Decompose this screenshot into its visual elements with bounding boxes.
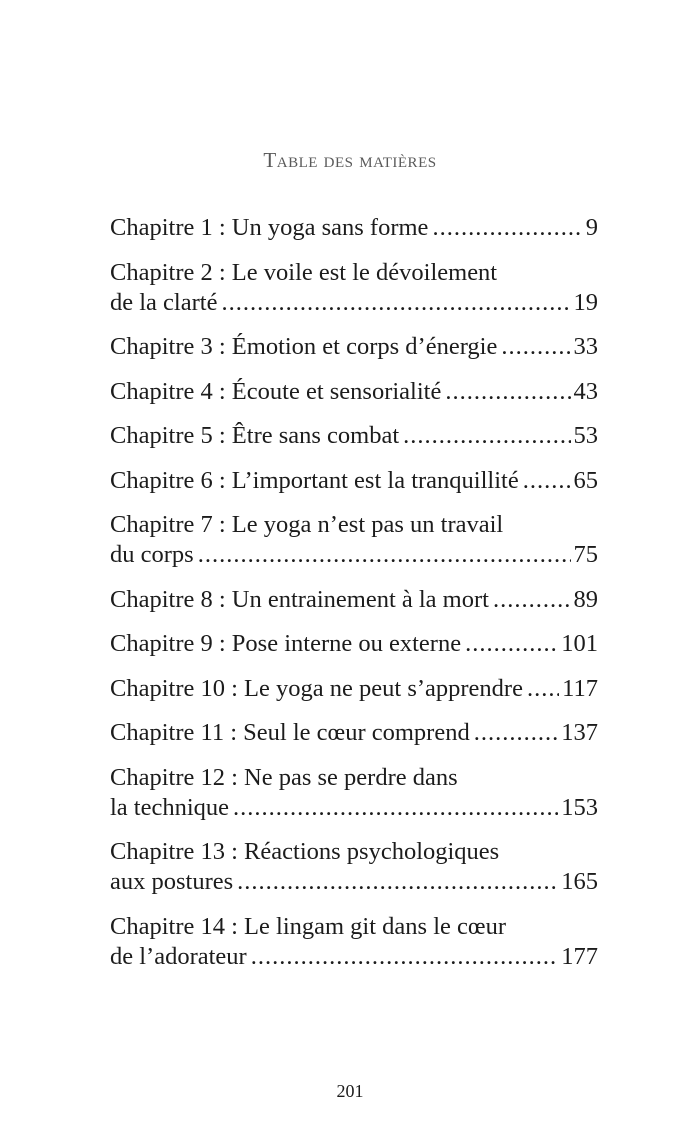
- toc-entry[interactable]: [110, 421, 598, 451]
- toc-entry-continuation-line: [110, 867, 598, 897]
- toc-entry[interactable]: [110, 837, 598, 897]
- toc-entry-title: Chapitre 6 : L’important est la tranquillité: [110, 466, 519, 494]
- dot-leader: [251, 942, 559, 972]
- toc-entry-page-number: 117: [562, 674, 598, 702]
- dot-leader: [233, 793, 558, 823]
- toc-entry-title-line: [110, 629, 598, 659]
- toc-entry-page-number: 75: [573, 541, 598, 568]
- toc-entry-title-continued: de l’adorateur: [110, 942, 247, 970]
- toc-entry-title-line: [110, 466, 598, 496]
- toc-entry-title: Chapitre 9 : Pose interne ou externe: [110, 630, 462, 657]
- toc-entry-title: Chapitre 3 : Émotion et corps d’énergie: [110, 333, 498, 360]
- toc-entry-title: Chapitre 12 : Ne pas se perdre dans: [110, 763, 458, 791]
- toc-entry-title-continued: du corps: [110, 541, 194, 568]
- toc-entry[interactable]: [110, 718, 598, 748]
- toc-entry-title-line: [110, 421, 598, 451]
- toc-entry-page-number: 165: [561, 868, 598, 895]
- toc-entry-title: Chapitre 2 : Le voile est le dévoilement: [110, 258, 498, 286]
- toc-entry-page-number: 65: [573, 466, 598, 494]
- toc-entry-title-line: [110, 332, 598, 362]
- toc-entry[interactable]: [110, 213, 598, 243]
- toc-entry-title: Chapitre 14 : Le lingam git dans le cœur: [110, 912, 506, 940]
- toc-entry-title-line: [110, 763, 598, 793]
- toc-entry-title-line: [110, 837, 598, 867]
- toc-entry[interactable]: [110, 585, 598, 615]
- toc-entry-title-line: [110, 718, 598, 748]
- toc-entry-title-line: [110, 585, 598, 615]
- toc-entry-title: Chapitre 1 : Un yoga sans forme: [110, 214, 429, 241]
- table-of-contents: [110, 213, 598, 986]
- toc-entry-page-number: 137: [561, 719, 598, 746]
- toc-entry-title: Chapitre 11 : Seul le cœur comprend: [110, 719, 470, 746]
- toc-entry-page-number: 9: [585, 214, 598, 241]
- toc-entry-title-continued: aux postures: [110, 868, 234, 895]
- toc-entry-continuation-line: [110, 942, 598, 972]
- toc-entry-continuation-line: [110, 793, 598, 823]
- toc-entry-title: Chapitre 10 : Le yoga ne peut s’apprendre: [110, 674, 523, 702]
- dot-leader: [474, 718, 559, 748]
- toc-entry[interactable]: [110, 258, 598, 318]
- toc-entry-page-number: 53: [573, 422, 598, 449]
- toc-entry-title: Chapitre 5 : Être sans combat: [110, 422, 400, 449]
- dot-leader: [527, 674, 559, 704]
- toc-entry-title-line: [110, 258, 598, 288]
- dot-leader: [403, 421, 570, 451]
- toc-entry-page-number: 43: [573, 377, 598, 405]
- toc-entry-page-number: 101: [561, 630, 598, 657]
- toc-entry-title-line: [110, 510, 598, 540]
- toc-entry-page-number: 33: [573, 333, 598, 360]
- toc-entry-title-line: [110, 912, 598, 942]
- toc-entry-page-number: 89: [573, 585, 598, 613]
- toc-entry[interactable]: [110, 763, 598, 823]
- toc-entry[interactable]: [110, 510, 598, 570]
- toc-entry-continuation-line: [110, 540, 598, 570]
- toc-entry-title-continued: de la clarté: [110, 288, 218, 316]
- toc-entry-page-number: 19: [573, 288, 598, 316]
- dot-leader: [432, 213, 582, 243]
- toc-entry[interactable]: [110, 674, 598, 704]
- toc-entry-title-line: [110, 213, 598, 243]
- dot-leader: [198, 540, 571, 570]
- dot-leader: [501, 332, 570, 362]
- toc-entry[interactable]: [110, 377, 598, 407]
- dot-leader: [445, 377, 570, 407]
- toc-entry-title: Chapitre 4 : Écoute et sensorialité: [110, 377, 442, 405]
- dot-leader: [237, 867, 558, 897]
- toc-entry-title: Chapitre 7 : Le yoga n’est pas un travail: [110, 511, 504, 538]
- dot-leader: [465, 629, 558, 659]
- page-title: Table des matières: [263, 148, 437, 172]
- toc-entry[interactable]: [110, 912, 598, 972]
- dot-leader: [221, 288, 570, 318]
- dot-leader: [493, 585, 571, 615]
- toc-entry[interactable]: [110, 466, 598, 496]
- toc-entry-title-continued: la technique: [110, 793, 230, 821]
- page-number: 201: [336, 1081, 364, 1101]
- toc-entry-title: Chapitre 8 : Un entrainement à la mort: [110, 585, 489, 613]
- toc-entry-title-line: [110, 377, 598, 407]
- toc-entry-title: Chapitre 13 : Réactions psychologiques: [110, 838, 500, 865]
- toc-entry[interactable]: [110, 629, 598, 659]
- toc-entry-continuation-line: [110, 288, 598, 318]
- toc-entry-page-number: 177: [561, 942, 598, 970]
- dot-leader: [523, 466, 571, 496]
- toc-entry-title-line: [110, 674, 598, 704]
- toc-entry[interactable]: [110, 332, 598, 362]
- toc-entry-page-number: 153: [561, 793, 598, 821]
